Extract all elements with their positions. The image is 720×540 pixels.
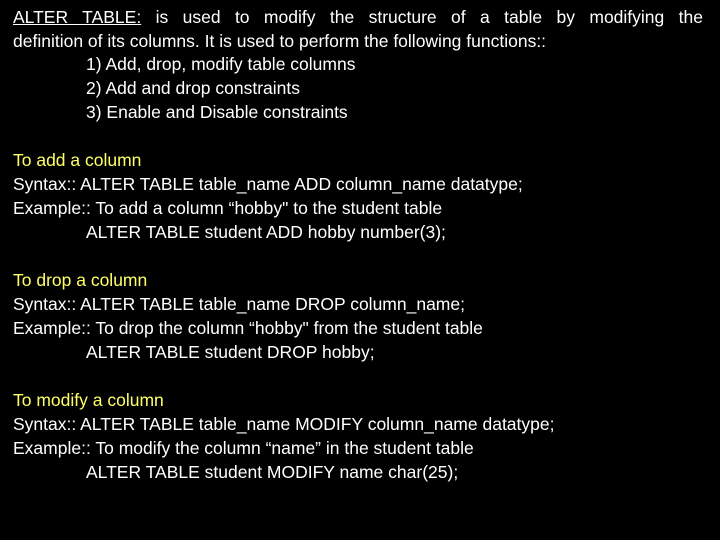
section-example-drop: Example:: To drop the column “hobby" from the student table [13, 318, 483, 338]
intro-line-1 [13, 6, 703, 28]
section-code-add: ALTER TABLE student ADD hobby number(3); [86, 222, 446, 242]
section-code-drop: ALTER TABLE student DROP hobby; [86, 342, 375, 362]
section-heading-add: To add a column [13, 150, 142, 170]
section-syntax-drop: Syntax:: ALTER TABLE table_name DROP column_name; [13, 294, 465, 314]
section-syntax-add: Syntax:: ALTER TABLE table_name ADD column_name datatype; [13, 174, 523, 194]
function-item-1: 1) Add, drop, modify table columns [86, 54, 356, 74]
section-heading-drop: To drop a column [13, 270, 148, 290]
intro-line-1-rest: is used to modify the structure of a table by modifying the [141, 7, 703, 27]
intro-term: ALTER TABLE: [13, 7, 142, 27]
section-example-modify: Example:: To modify the column “name” in the student table [13, 438, 474, 458]
function-item-2: 2) Add and drop constraints [86, 78, 301, 98]
function-item-3: 3) Enable and Disable constraints [86, 102, 348, 122]
section-code-modify: ALTER TABLE student MODIFY name char(25); [86, 462, 459, 482]
section-example-add: Example:: To add a column “hobby" to the student table [13, 198, 443, 218]
section-syntax-modify: Syntax:: ALTER TABLE table_name MODIFY column_name datatype; [13, 414, 555, 434]
section-heading-modify: To modify a column [13, 390, 164, 410]
intro-line-2: definition of its columns. It is used to perform the following functions:: [13, 31, 547, 51]
